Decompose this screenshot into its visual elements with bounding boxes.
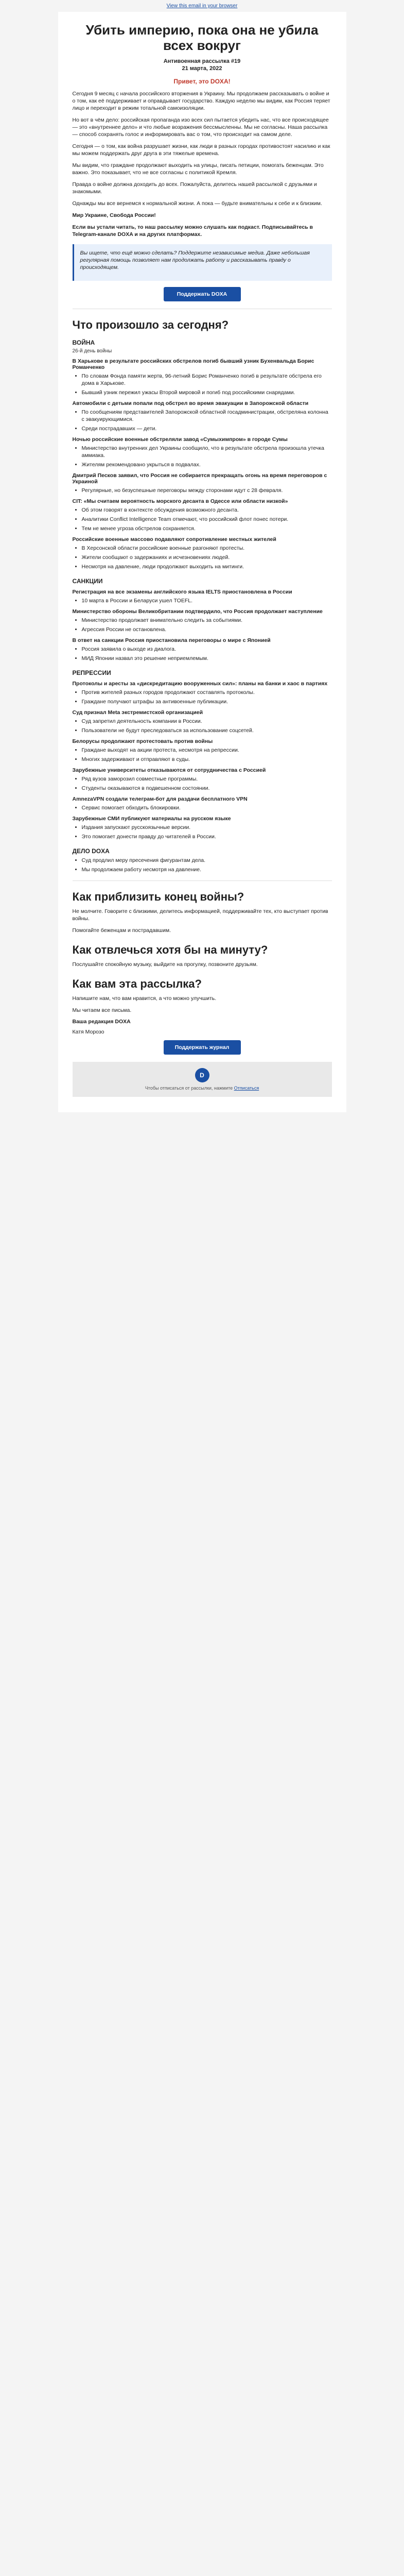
news-item: • Среди пострадавших — дети. <box>82 425 332 432</box>
news-item: • Студенты оказываются в подвешенном состоянии. <box>82 785 332 792</box>
case-label: ДЕЛО DOXA <box>72 848 110 855</box>
section-paragraph: Не молчите. Говорите с близкими, делитесь информацией, поддерживайте тех, кто выступает против войны. <box>72 908 328 922</box>
news-item: • Жителям рекомендовано укрыться в подвалах. <box>82 461 332 468</box>
footer-text <box>78 1086 327 1091</box>
support-button[interactable]: Поддержать DOXA <box>164 287 241 301</box>
news-item: • Пользователи не будут преследоваться за использование соцсетей. <box>82 727 332 734</box>
news-lead: Белорусы продолжают протестовать против войны <box>72 738 213 744</box>
news-block <box>73 472 332 494</box>
news-item: • Несмотря на давление, люди продолжают выходить на митинги. <box>82 563 332 570</box>
news-lead: Зарубежные университеты отказываются от сотрудничества с Россией <box>72 767 266 773</box>
news-lead: В Харькове в результате российских обстрелов погиб бывший узник Бухенвальда Борис Романченко <box>72 358 314 370</box>
quote-text: Вы ищете, что ещё можно сделать? Поддержите независимые медиа. Даже небольшая регулярная помощь позволяет нам продолжать работу и рассказывать правду о происходящем. <box>80 250 310 270</box>
news-list <box>73 617 332 633</box>
news-lead: Зарубежные СМИ публикуют материалы на русском языке <box>72 816 231 822</box>
intro-paragraph: Сегодня 9 месяц с начала российского вторжения в Украину. Мы продолжаем рассказывать о войне и о том, как её поддерживает и оправдывает государство. Каждую неделю мы видим, как Россия теряет лицо и переходит в режим тотальной самоизоляции. <box>72 91 330 111</box>
news-list <box>73 372 332 396</box>
war-date: 26-й день войны <box>72 348 112 354</box>
browser-link-bar <box>0 0 404 12</box>
divider <box>73 880 332 881</box>
news-list <box>73 857 332 873</box>
news-list <box>73 718 332 734</box>
news-item: • Сервис помогает обходить блокировки. <box>82 804 332 811</box>
news-list <box>73 775 332 792</box>
news-item: • 10 марта в России и Беларуси ушел TOEFL. <box>82 597 332 604</box>
section-title: Что произошло за сегодня? <box>72 318 229 331</box>
section-paragraph: Послушайте спокойную музыку, выйдите на прогулку, позвоните друзьям. <box>72 961 258 968</box>
news-item: • Министерство внутренних дел Украины сообщило, что в результате обстрела произошла утечка аммиака. <box>82 445 332 459</box>
repressions-label: РЕПРЕССИИ <box>72 669 111 676</box>
section-title: Как отвлечься хотя бы на минуту? <box>72 943 268 956</box>
news-item: • Тем не менее угроза обстрелов сохраняется. <box>82 525 332 532</box>
news-item: • Мы продолжаем работу несмотря на давление. <box>82 866 332 873</box>
intro-paragraph: Правда о войне должна доходить до всех. Пожалуйста, делитесь нашей рассылкой с друзьями и знакомыми. <box>72 181 317 195</box>
email-sheet <box>58 12 346 1112</box>
signoff: Ваша редакция DOXA <box>72 1019 131 1025</box>
news-item: • Издания запускают русскоязычные версии. <box>82 824 332 831</box>
greeting: Привет, это DOXA! <box>173 78 231 85</box>
news-item: • Жители сообщают о задержаниях и исчезновениях людей. <box>82 554 332 561</box>
news-item: • Многих задерживают и отправляют в суды. <box>82 756 332 763</box>
intro-paragraph: Мы видим, что граждане продолжают выходить на улицы, писать петиции, помогать беженцам. Это важно. Это показывает, что не все согласны с политикой Кремля. <box>72 162 324 176</box>
view-in-browser-link[interactable]: View this email in your browser <box>166 3 238 9</box>
email-date: 21 марта, 2022 <box>182 65 222 72</box>
news-item: • По словам Фонда памяти жертв, 96-летний Борис Романченко погиб в результате обстрела его дома в Харькове. <box>82 372 332 387</box>
news-list <box>73 689 332 705</box>
news-item: • Аналитики Conflict Intelligence Team отмечают, что российский флот понес потери. <box>82 516 332 523</box>
news-item: • Министерство продолжает внимательно следить за событиями. <box>82 617 332 624</box>
intro-paragraph: Однажды мы все вернемся к нормальной жизни. А пока — будьте внимательны к себе и к близким. <box>72 200 322 207</box>
news-lead: CIT: «Мы считаем вероятность морского десанта в Одессе или области низкой» <box>72 498 288 504</box>
news-block <box>73 400 332 432</box>
news-lead: Российские военные массово подавляют сопротивление местных жителей <box>72 536 276 543</box>
news-item: • В Херсонской области российские военные разгоняют протесты. <box>82 545 332 552</box>
news-item: • Агрессия России не остановлена. <box>82 626 332 633</box>
intro-paragraph: Сегодня — о том, как война разрушает жизни, как люди в разных городах противостоят насилию и как мы можем поддержать друг друга в эти тяжелые времена. <box>72 143 330 157</box>
news-list <box>73 597 332 604</box>
news-block <box>73 498 332 532</box>
news-list <box>73 506 332 532</box>
news-item: • Ряд вузов заморозил совместные программы. <box>82 775 332 783</box>
news-list <box>73 487 332 494</box>
news-lead: Министерство обороны Великобритании подтвердило, что Россия продолжает наступление <box>72 608 323 615</box>
support-journal-button[interactable]: Поддержать журнал <box>164 1040 241 1055</box>
news-lead: Регистрация на все экзамены английского языка IELTS приостановлена в России <box>72 589 292 595</box>
news-list <box>73 804 332 811</box>
footer-note: Чтобы отписаться от рассылки, нажмите <box>145 1086 233 1091</box>
news-item: • Суд продлил меру пресечения фигурантам дела. <box>82 857 332 864</box>
news-list <box>73 646 332 662</box>
news-block <box>73 358 332 396</box>
closing-call: Мир Украине, Свобода России! <box>72 212 156 218</box>
quote-block <box>73 244 332 281</box>
news-lead: AmnezaVPN создали телеграм-бот для раздачи бесплатного VPN <box>72 796 248 802</box>
sanctions-label: САНКЦИИ <box>72 578 103 585</box>
news-list <box>73 747 332 763</box>
news-item: • Бывший узник пережил ужасы Второй мировой и погиб под российскими снарядами. <box>82 389 332 396</box>
news-lead: Ночью российские военные обстреляли завод «Сумыхимпром» в городе Сумы <box>72 436 288 443</box>
news-item: • По сообщениям представителей Запорожской областной госадминистрации, обстреляна колонна с эвакуирующимися. <box>82 409 332 423</box>
news-list <box>73 545 332 570</box>
news-item: • Россия заявила о выходе из диалога. <box>82 646 332 653</box>
news-block <box>73 536 332 570</box>
news-lead: В ответ на санкции Россия приостановила переговоры о мире с Японией <box>72 637 271 643</box>
section-paragraph: Напишите нам, что вам нравится, а что можно улучшить. <box>72 995 217 1002</box>
section-title: Как приблизить конец войны? <box>72 890 244 903</box>
news-item: • Против жителей разных городов продолжают составлять протоколы. <box>82 689 332 696</box>
news-item: • Суд запретил деятельность компании в России. <box>82 718 332 725</box>
news-lead: Суд признал Meta экстремистской организацией <box>72 709 203 716</box>
email-title: Убить империю, пока она не убила всех вокруг <box>85 22 319 53</box>
callout-text: Если вы устали читать, то наш рассылку можно слушать как подкаст. Подписывайтесь в Telegram-канале DOXA и на других платформах. <box>72 224 313 238</box>
news-list <box>73 409 332 432</box>
news-lead: Автомобили с детьми попали под обстрел во время эвакуации в Запорожской области <box>72 400 309 406</box>
author-name: Катя Морозо <box>72 1029 104 1035</box>
news-item: • МИД Японии назвал это решение неприемлемым. <box>82 655 332 662</box>
news-item: • Это помогает донести правду до читателей в России. <box>82 833 332 840</box>
unsubscribe-link[interactable]: Отписаться <box>234 1086 259 1091</box>
news-lead: Дмитрий Песков заявил, что Россия не собирается прекращать огонь на время переговоров с Украиной <box>72 472 327 485</box>
war-label: ВОЙНА <box>72 339 95 346</box>
section-title: Как вам эта рассылка? <box>72 977 202 990</box>
doxa-logo: D <box>195 1068 209 1082</box>
email-subtitle: Антивоенная рассылка #19 <box>163 58 241 64</box>
news-item: • Регулярные, но безуспешные переговоры между сторонами идут с 28 февраля. <box>82 487 332 494</box>
news-item: • Об этом говорят в контексте обсуждения возможного десанта. <box>82 506 332 514</box>
email-footer <box>73 1062 332 1097</box>
news-list <box>73 824 332 840</box>
section-paragraph: Помогайте беженцам и пострадавшим. <box>72 927 171 934</box>
news-lead: Протоколы и аресты за «дискредитацию вооруженных сил»: планы на банки и хаос в партиях <box>72 681 328 687</box>
intro-paragraph: Но вот в чём дело: российская пропаганда изо всех сил пытается убедить нас, что все происходящее — это «внутреннее дело» и что любые возражения бессмысленны. Мы не согласны. Наша рассылка — способ сохранять голос и информировать вас о том, что происходит на самом деле. <box>72 117 329 138</box>
news-block <box>73 436 332 468</box>
news-list <box>73 445 332 468</box>
news-item: • Граждане получают штрафы за антивоенные публикации. <box>82 698 332 705</box>
news-item: • Граждане выходят на акции протеста, несмотря на репрессии. <box>82 747 332 754</box>
section-paragraph: Мы читаем все письма. <box>72 1007 132 1013</box>
